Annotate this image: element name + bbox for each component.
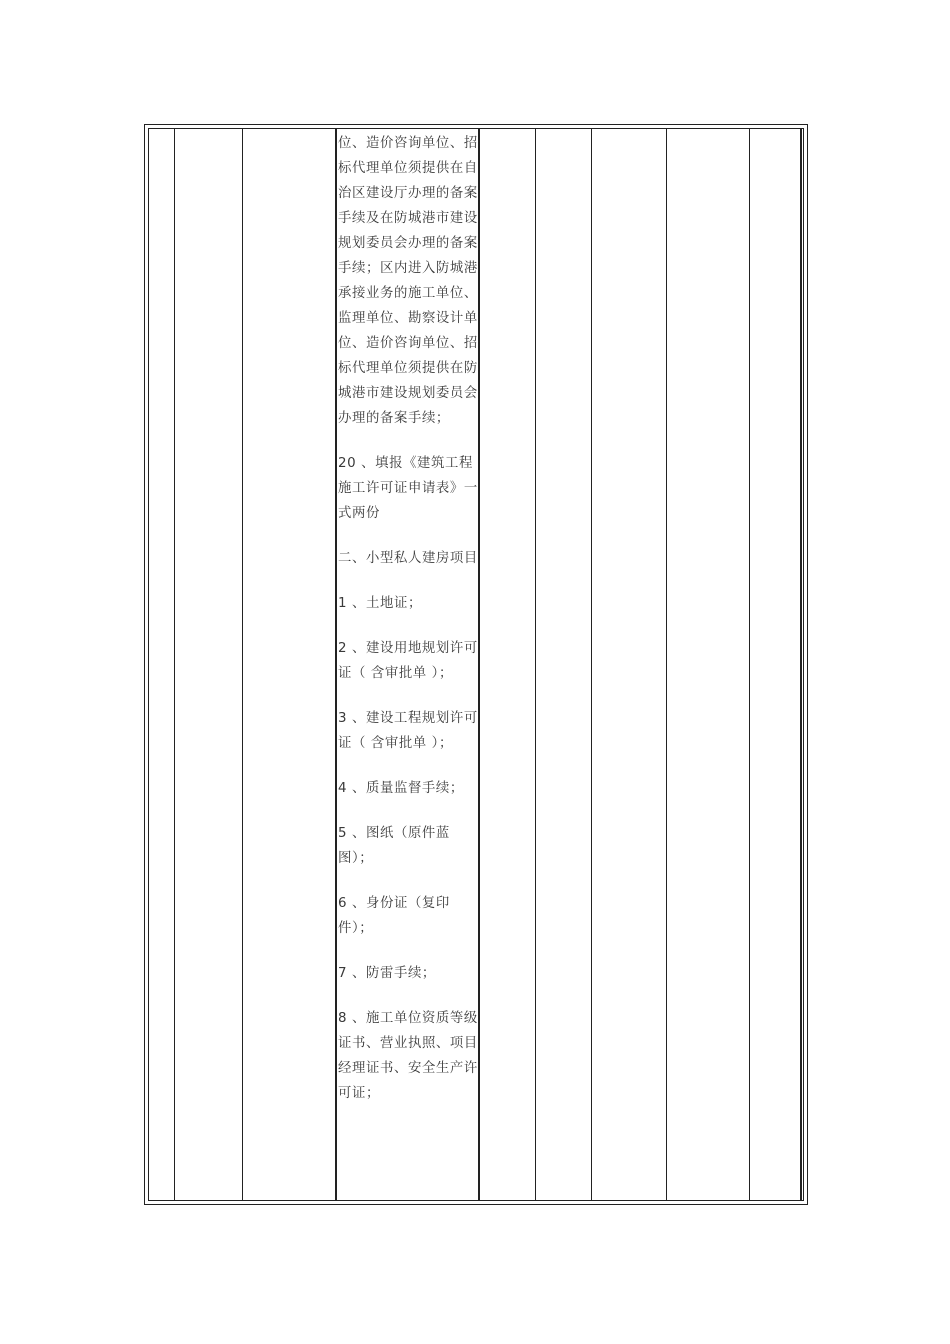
cell-paragraph: 5 、图纸（原件蓝图）； bbox=[338, 826, 450, 866]
column-divider bbox=[591, 129, 592, 1200]
document-table bbox=[144, 124, 808, 1205]
cell-paragraph: 8 、施工单位资质等级证书、营业执照、项目经理证书、安全生产许可证； bbox=[338, 1011, 478, 1101]
cell-paragraph: 3 、建设工程规划许可证（ 含审批单 ）； bbox=[338, 711, 478, 751]
column-divider bbox=[666, 129, 667, 1200]
cell-paragraph: 位、造价咨询单位、招标代理单位须提供在自治区建设厅办理的备案手续及在防城港市建设规划委员会办理的备案手续；区内进入防城港承接业务的施工单位、监理单位、勘察设计单位、造价咨询单位、招标代理单位须提供在防城港市建设规划委员会办理的备案手续； bbox=[338, 136, 478, 426]
cell-paragraph: 2 、建设用地规划许可证（ 含审批单 ）； bbox=[338, 641, 478, 681]
column-divider bbox=[535, 129, 536, 1200]
cell-paragraph: 7 、防雷手续； bbox=[338, 966, 436, 981]
column-divider bbox=[242, 129, 243, 1200]
column-divider bbox=[478, 129, 480, 1200]
column-divider bbox=[174, 129, 175, 1200]
column-divider bbox=[335, 129, 337, 1200]
cell-paragraph: 二、小型私人建房项目 bbox=[338, 551, 478, 566]
cell-paragraph: 6 、身份证（复印件）； bbox=[338, 896, 450, 936]
cell-paragraph: 20 、填报《建筑工程施工许可证申请表》一式两份 bbox=[338, 456, 478, 521]
column-divider bbox=[749, 129, 750, 1200]
cell-paragraph: 4 、质量监督手续； bbox=[338, 781, 464, 796]
table-inner-border bbox=[148, 128, 804, 1201]
requirements-cell bbox=[338, 131, 478, 1126]
cell-paragraph: 1 、土地证； bbox=[338, 596, 422, 611]
column-divider bbox=[800, 129, 802, 1200]
